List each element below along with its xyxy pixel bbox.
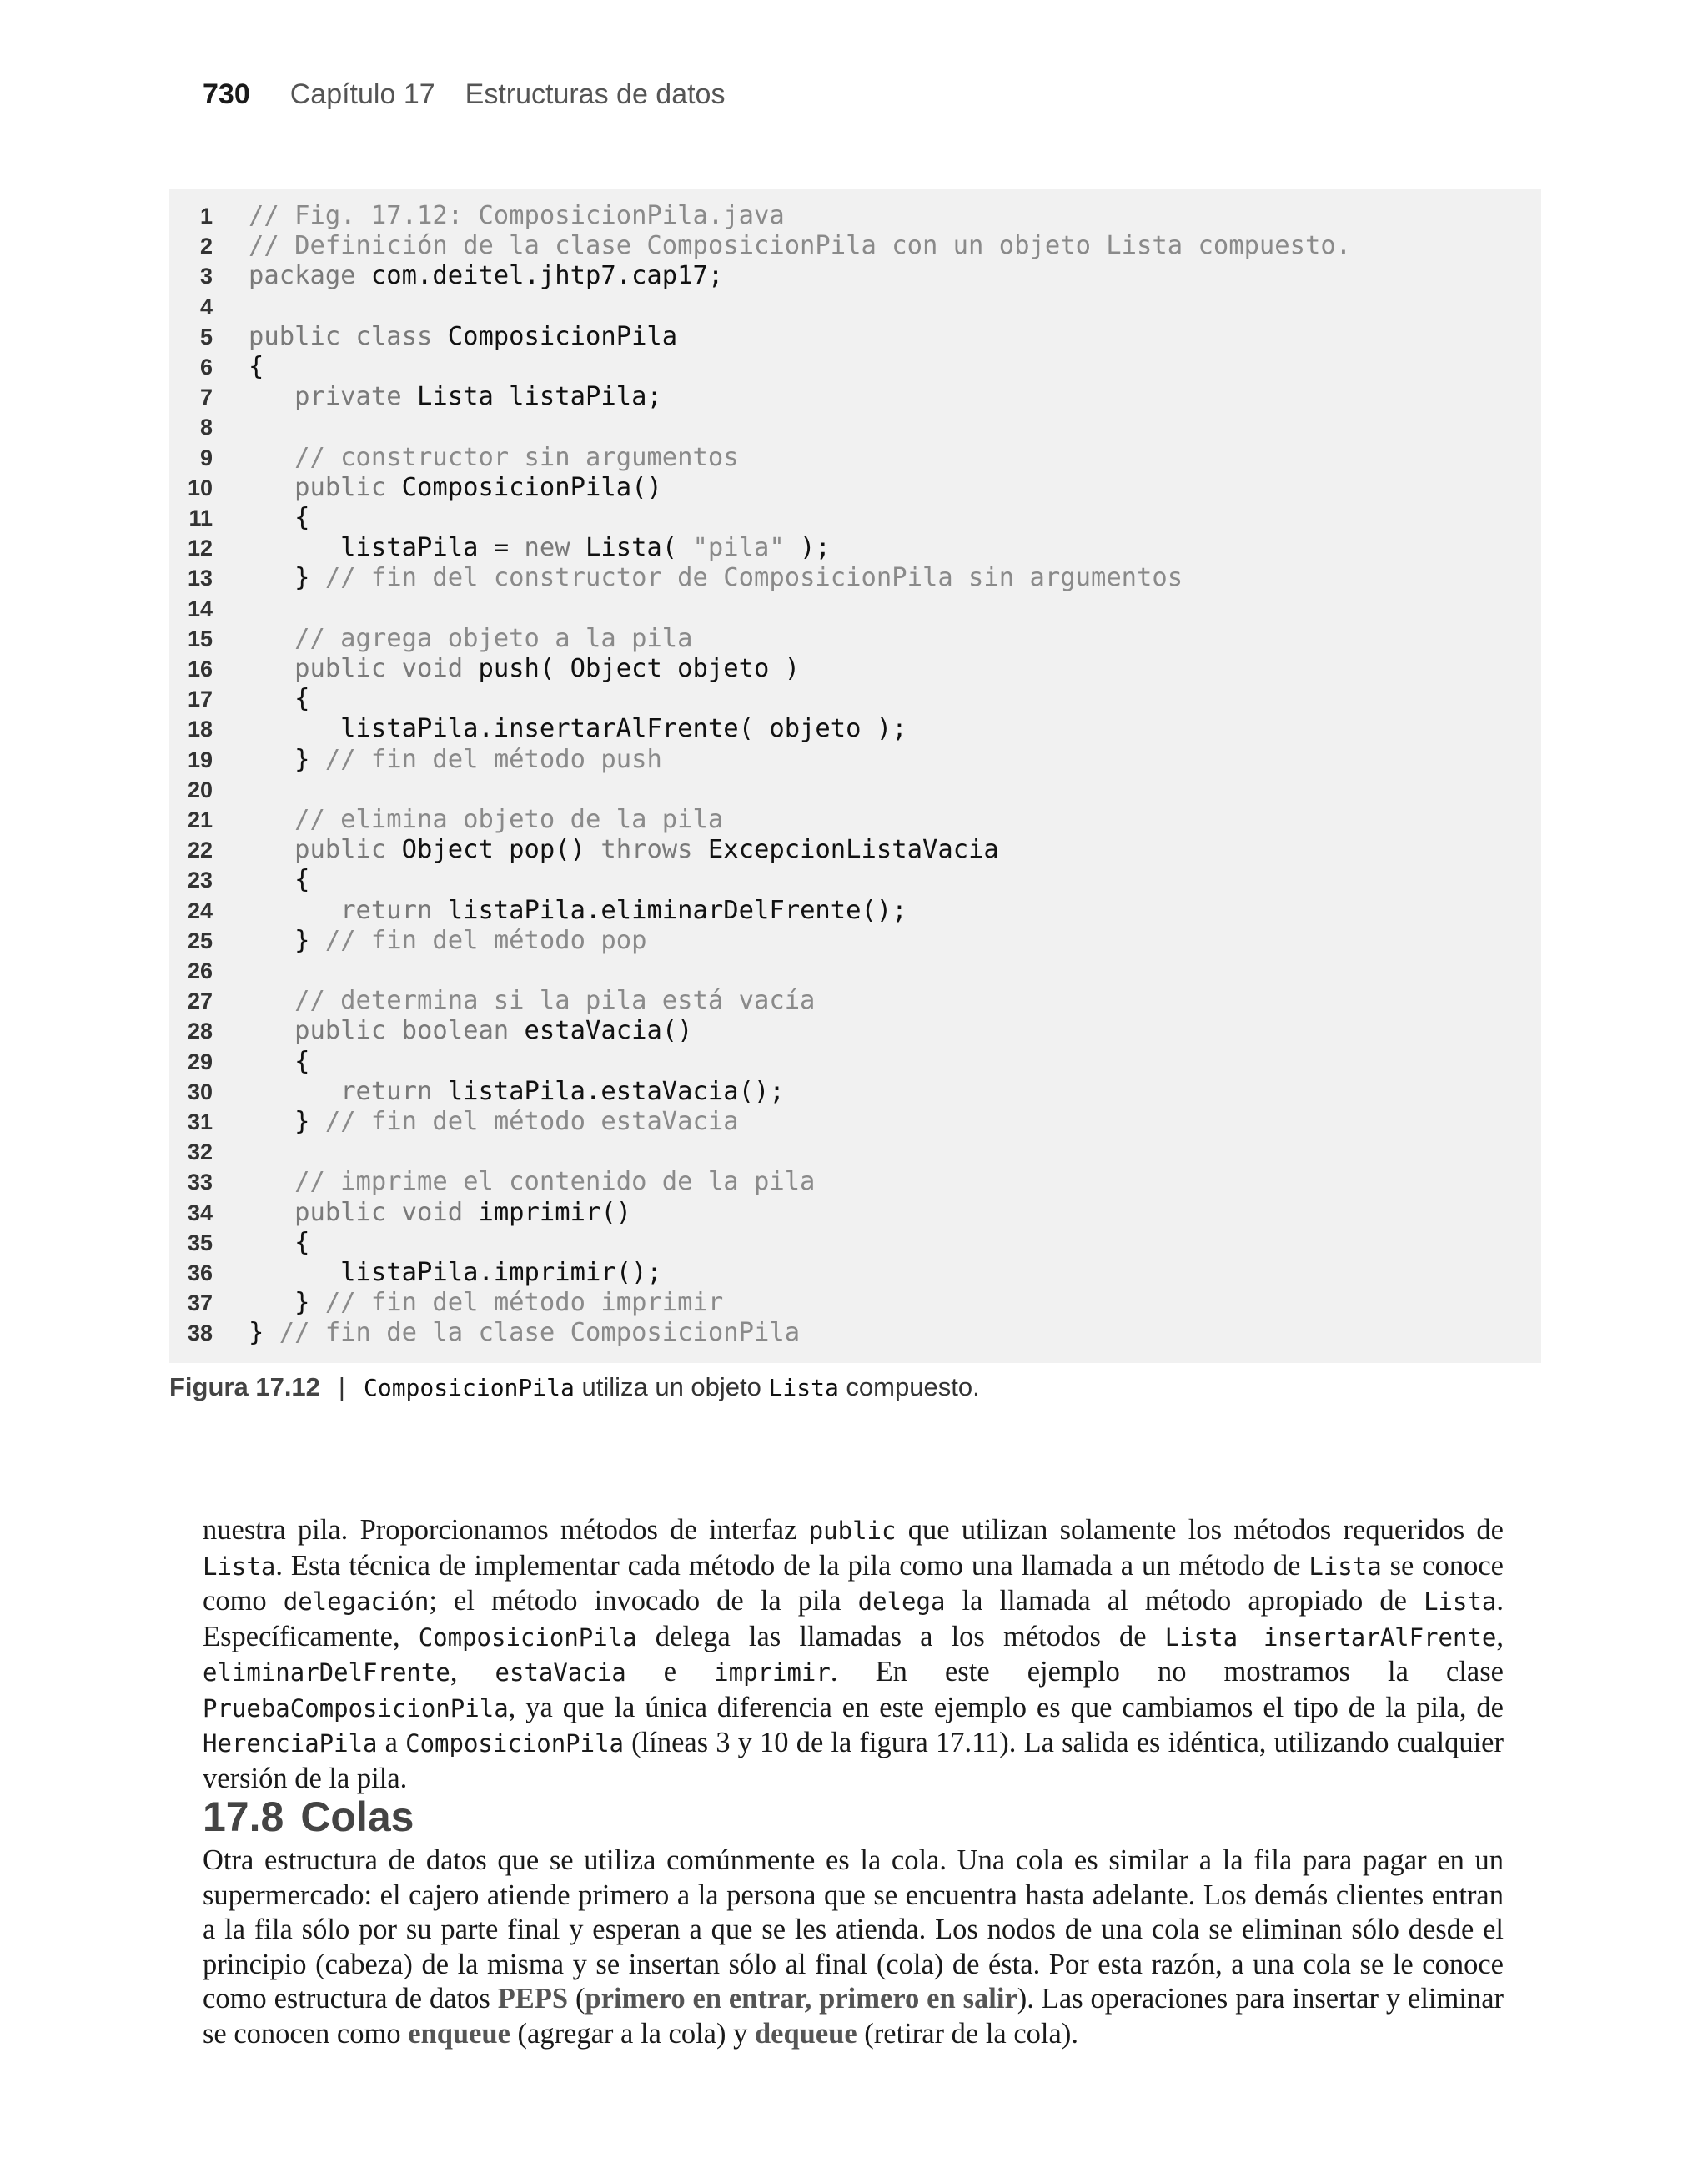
line-number: 11	[188, 506, 213, 531]
section-heading	[203, 1793, 414, 1841]
code-text	[249, 1288, 723, 1318]
code-token: ComposicionPila	[447, 321, 678, 351]
code-token: public boolean	[294, 1016, 525, 1046]
code-text	[249, 443, 739, 473]
code-text	[249, 865, 309, 895]
code-text	[249, 986, 815, 1016]
inline-code: Lista	[1309, 1552, 1382, 1581]
line-number: 23	[187, 868, 213, 893]
line-number: 18	[187, 717, 213, 742]
code-token: throws	[600, 835, 708, 865]
code-token: // fin del método pop	[324, 925, 647, 955]
inline-code: estaVacia	[495, 1658, 626, 1687]
code-text	[249, 352, 264, 382]
code-token: }	[249, 744, 325, 774]
code-token: }	[249, 1107, 325, 1136]
code-token: public	[294, 472, 402, 502]
line-number: 3	[199, 264, 213, 289]
code-text	[249, 805, 723, 835]
text-run: . Específicamente,	[203, 1585, 1504, 1652]
inline-code: ComposicionPila	[418, 1622, 637, 1652]
line-number: 10	[187, 475, 213, 500]
code-token: {	[249, 352, 264, 381]
line-number: 16	[187, 656, 213, 682]
caption-class-name: ComposicionPila	[363, 1374, 575, 1401]
code-token: imprimir()	[478, 1197, 632, 1227]
line-number: 37	[187, 1290, 213, 1316]
code-token	[249, 1198, 294, 1227]
code-token: {	[249, 684, 310, 714]
inline-code: delega	[857, 1587, 946, 1616]
code-text	[249, 322, 677, 352]
inline-code: Lista	[203, 1552, 276, 1581]
line-number: 19	[187, 747, 213, 772]
inline-code: eliminarDelFrente	[203, 1658, 450, 1687]
caption-list-name: Lista	[768, 1374, 839, 1401]
code-token: {	[249, 1227, 310, 1257]
figure-caption	[169, 1372, 980, 1402]
line-number: 5	[199, 324, 213, 350]
code-token: // agrega objeto a la pila	[249, 623, 693, 653]
code-text	[249, 473, 662, 503]
line-number: 22	[187, 837, 213, 863]
code-token: listaPila.imprimir();	[249, 1258, 662, 1287]
figure-label: Figura 17.12	[169, 1372, 320, 1401]
inline-code: Lista insertarAlFrente	[1164, 1622, 1497, 1652]
code-token: estaVacia()	[524, 1016, 693, 1046]
text-run: ). Las operaciones para insertar y eliminar se conocen como	[203, 1983, 1504, 2050]
code-token: }	[249, 1318, 279, 1348]
code-text	[249, 1258, 662, 1288]
page-number: 730	[203, 78, 250, 110]
text-run: ,	[450, 1656, 495, 1688]
code-token: push( Object objeto )	[478, 654, 801, 683]
code-token: Lista(	[585, 533, 693, 563]
code-text	[249, 1077, 785, 1107]
code-token: private	[294, 382, 417, 412]
code-token: // Fig. 17.12: ComposicionPila.java	[249, 201, 785, 230]
code-text	[249, 382, 662, 412]
code-token	[249, 835, 294, 864]
code-text	[249, 201, 785, 231]
text-run: que utilizan solamente los métodos requeridos de	[896, 1514, 1504, 1546]
code-token: listaPila.eliminarDelFrente();	[447, 895, 907, 925]
inline-code: imprimir	[714, 1658, 831, 1687]
code-text	[249, 624, 693, 654]
body-paragraph-1	[203, 1513, 1504, 1796]
text-run: se conoce como	[203, 1549, 1504, 1617]
key-term: enqueue	[408, 2017, 510, 2050]
code-text	[249, 1016, 693, 1046]
code-text	[249, 1198, 631, 1228]
section-title: Colas	[300, 1793, 414, 1840]
text-run: (retirar de la cola).	[857, 2017, 1078, 2050]
code-token: // Definición de la clase ComposicionPila con un objeto Lista compuesto.	[249, 231, 1352, 261]
line-number: 4	[199, 294, 213, 319]
text-run: a	[377, 1727, 406, 1758]
code-token: Object pop()	[401, 835, 601, 865]
code-text	[249, 503, 309, 533]
line-number: 20	[187, 777, 213, 802]
code-text	[249, 835, 999, 865]
code-token: // fin del método estaVacia	[324, 1107, 739, 1136]
inline-code: Lista	[1424, 1587, 1497, 1616]
line-number: 8	[199, 415, 213, 440]
text-run: . En este ejemplo no mostramos la clase	[830, 1656, 1504, 1688]
code-text	[249, 1318, 800, 1348]
code-token: com.deitel.jhtp7.cap17;	[370, 261, 724, 291]
text-run: delega las llamadas a los métodos de	[636, 1620, 1165, 1652]
inline-code: public	[808, 1517, 897, 1545]
text-run: la llamada al método apropiado de	[945, 1585, 1424, 1617]
code-token: // elimina objeto de la pila	[249, 805, 724, 834]
code-token: // fin del constructor de ComposicionPila sin argumentos	[324, 563, 1183, 593]
inline-code: ComposicionPila	[405, 1729, 625, 1758]
code-token	[249, 1016, 294, 1045]
text-run: nuestra pila. Proporcionamos métodos de interfaz	[203, 1514, 809, 1546]
code-text	[249, 926, 646, 956]
code-token: // fin de la clase ComposicionPila	[279, 1318, 801, 1348]
line-number: 2	[199, 234, 213, 259]
code-token: }	[249, 563, 325, 593]
code-token: // determina si la pila está vacía	[249, 986, 816, 1016]
line-number: 17	[187, 687, 213, 712]
line-number: 29	[187, 1049, 213, 1074]
line-number: 7	[199, 385, 213, 410]
code-token: return	[340, 895, 448, 925]
text-run: (	[568, 1983, 585, 2015]
code-token: listaPila =	[249, 533, 525, 563]
code-token: ExcepcionListaVacia	[707, 835, 999, 865]
code-text	[249, 896, 907, 926]
line-number: 9	[199, 445, 213, 470]
text-run: . Esta técnica de implementar cada método de la pila como una llamada a un método de	[275, 1549, 1309, 1582]
inline-code: HerenciaPila	[203, 1729, 378, 1758]
code-token: public void	[294, 1197, 479, 1227]
code-text	[249, 1107, 739, 1137]
line-number: 15	[187, 626, 213, 651]
code-token	[249, 896, 340, 925]
code-text	[249, 714, 907, 744]
code-token	[249, 654, 294, 683]
section-number: 17.8	[203, 1793, 284, 1840]
code-token: );	[784, 533, 831, 563]
inline-code: PruebaComposicionPila	[203, 1693, 509, 1723]
code-token: "pila"	[692, 533, 785, 563]
code-text	[249, 684, 309, 714]
text-run: ,	[1496, 1620, 1504, 1652]
code-text	[249, 1167, 815, 1197]
line-number: 33	[187, 1169, 213, 1195]
line-number: 28	[187, 1019, 213, 1044]
code-token: {	[249, 865, 310, 895]
line-number: 6	[199, 355, 213, 380]
line-number: 34	[187, 1200, 213, 1225]
code-token	[249, 473, 294, 502]
line-number: 25	[187, 928, 213, 953]
line-number: 1	[199, 204, 213, 229]
line-number: 14	[187, 596, 213, 621]
code-token: public class	[249, 321, 448, 351]
caption-text-end: compuesto.	[838, 1372, 980, 1401]
running-head	[203, 78, 725, 111]
chapter-label: Capítulo 17	[289, 78, 435, 110]
line-number: 36	[187, 1260, 213, 1285]
code-token: {	[249, 1046, 310, 1076]
code-token: package	[249, 261, 371, 291]
code-text	[249, 1047, 309, 1077]
code-text	[249, 563, 1183, 593]
code-token: public	[294, 835, 402, 865]
key-term: dequeue	[754, 2017, 857, 2050]
code-token: new	[524, 533, 585, 563]
code-text	[249, 533, 831, 563]
line-number: 24	[187, 898, 213, 923]
text-run: , ya que la única diferencia en este ejemplo es que cambiamos el tipo de la pila, de	[508, 1691, 1504, 1723]
code-listing	[169, 189, 1541, 1363]
code-token: Lista listaPila;	[417, 382, 662, 412]
inline-code: delegación	[283, 1587, 430, 1616]
code-token: }	[249, 1288, 325, 1318]
code-token: public void	[294, 654, 479, 683]
code-text	[249, 745, 662, 775]
code-token	[249, 382, 294, 411]
body-paragraph-2	[203, 1844, 1504, 2051]
line-number: 32	[187, 1139, 213, 1165]
line-number: 31	[187, 1109, 213, 1134]
line-number: 21	[187, 807, 213, 832]
line-number: 38	[187, 1320, 213, 1346]
code-token: listaPila.estaVacia();	[447, 1076, 785, 1106]
line-number: 35	[187, 1230, 213, 1255]
code-token: ComposicionPila()	[401, 472, 662, 502]
code-text	[249, 654, 800, 684]
key-term: primero en entrar, primero en salir	[585, 1983, 1017, 2015]
text-run: Otra estructura de datos que se utiliza comúnmente es la cola. Una cola es similar a la fila para pagar en un supermercado: el cajero atiende primero a la persona que se encuentra hasta adelante. Los demás clientes entran a la fila sólo por su parte final y esperan a que se les atienda. Los nodos de una cola se eliminan sólo desde el principio (cabeza) de la misma y se insertan sólo al final (cola) de ésta. Por esta razón, a una cola se le conoce como estructura de datos	[203, 1844, 1504, 2015]
text-run: ; el método invocado de la pila	[429, 1585, 858, 1617]
code-token	[249, 1077, 340, 1106]
caption-separator: |	[338, 1372, 345, 1401]
key-term: PEPS	[497, 1983, 569, 2015]
code-text	[249, 231, 1351, 261]
code-token: // imprime el contenido de la pila	[249, 1167, 816, 1197]
line-number: 12	[187, 536, 213, 561]
code-token: }	[249, 925, 325, 955]
line-number: 13	[187, 566, 213, 591]
text-run: e	[625, 1656, 715, 1688]
code-token: // constructor sin argumentos	[249, 442, 739, 472]
code-token: // fin del método imprimir	[324, 1288, 724, 1318]
caption-text: utiliza un objeto	[574, 1372, 769, 1401]
code-token: listaPila.insertarAlFrente( objeto );	[249, 714, 907, 744]
text-run: (agregar a la cola) y	[510, 2017, 755, 2050]
line-number: 27	[187, 988, 213, 1014]
code-text	[249, 1228, 309, 1258]
code-token: {	[249, 503, 310, 532]
line-number: 30	[187, 1079, 213, 1104]
line-number: 26	[187, 958, 213, 983]
code-token: // fin del método push	[324, 744, 662, 774]
chapter-title: Estructuras de datos	[465, 78, 726, 110]
code-token: return	[340, 1076, 448, 1106]
code-text	[249, 261, 723, 291]
text-run: (líneas 3 y 10 de la figura 17.11). La salida es idéntica, utilizando cualquier versión de la pila.	[203, 1727, 1504, 1794]
